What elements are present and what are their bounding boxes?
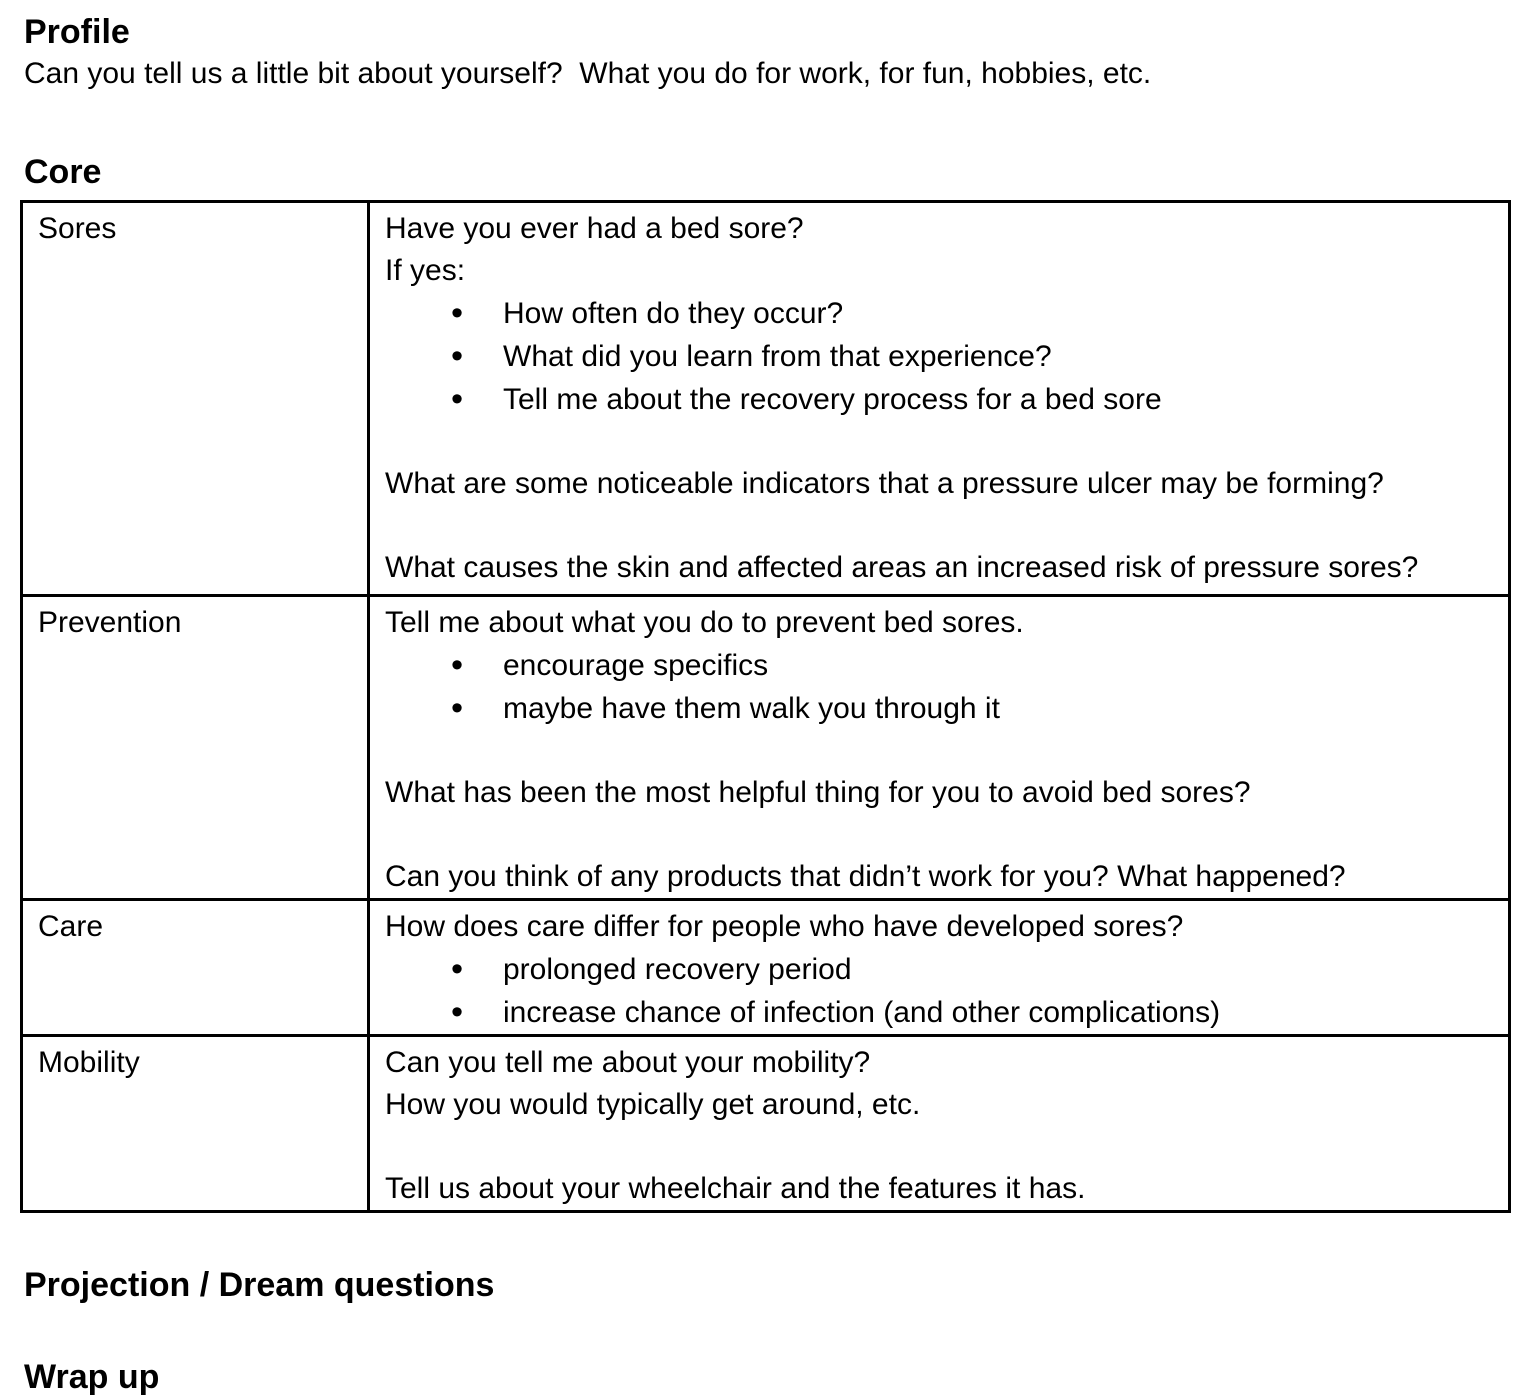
question-text: What are some noticeable indicators that a pressure ulcer may be forming? bbox=[385, 467, 1384, 500]
question-text: Tell me about what you do to prevent bed sores. bbox=[385, 606, 1024, 639]
bullet-item: • maybe have them walk you through it bbox=[503, 687, 1494, 730]
core-table bbox=[20, 200, 1511, 1213]
row-label: Care bbox=[22, 900, 369, 1036]
question-text: Can you tell me about your mobility? bbox=[385, 1046, 871, 1079]
core-table-body bbox=[22, 202, 1510, 1212]
question-text: How does care differ for people who have developed sores? bbox=[385, 910, 1184, 943]
bullet-item: • How often do they occur? bbox=[503, 292, 1494, 335]
row-content bbox=[369, 900, 1510, 1036]
question-text: What has been the most helpful thing for you to avoid bed sores? bbox=[385, 776, 1251, 809]
blank-line bbox=[385, 730, 1494, 772]
table-row bbox=[22, 1036, 1510, 1212]
bullet-item: • increase chance of infection (and other complications) bbox=[503, 991, 1494, 1034]
question-text: Have you ever had a bed sore? bbox=[385, 212, 804, 245]
table-row bbox=[22, 900, 1510, 1036]
row-label: Prevention bbox=[22, 596, 369, 900]
question-text: Can you think of any products that didn’t work for you? What happened? bbox=[385, 860, 1346, 893]
bullet-item: • What did you learn from that experience? bbox=[503, 335, 1494, 378]
row-label: Sores bbox=[22, 202, 369, 596]
bullet-list bbox=[385, 644, 1494, 730]
table-row bbox=[22, 202, 1510, 596]
question-text: How you would typically get around, etc. bbox=[385, 1088, 921, 1121]
projection-heading: Projection / Dream questions bbox=[24, 1266, 495, 1304]
bullet-list bbox=[385, 948, 1494, 1034]
wrapup-heading: Wrap up bbox=[24, 1358, 160, 1396]
profile-heading: Profile bbox=[24, 13, 130, 51]
question-text: If yes: bbox=[385, 254, 466, 287]
bullet-item: • encourage specifics bbox=[503, 644, 1494, 687]
question-text: What causes the skin and affected areas an increased risk of pressure sores? bbox=[385, 551, 1419, 584]
blank-line bbox=[385, 421, 1494, 463]
core-heading: Core bbox=[24, 153, 102, 191]
bullet-item: • Tell me about the recovery process for a bed sore bbox=[503, 378, 1494, 421]
profile-description: Can you tell us a little bit about yourself? What you do for work, for fun, hobbies, etc. bbox=[24, 57, 1152, 90]
row-content bbox=[369, 202, 1510, 596]
blank-line bbox=[385, 814, 1494, 856]
bullet-item: • prolonged recovery period bbox=[503, 948, 1494, 991]
question-text: Tell us about your wheelchair and the features it has. bbox=[385, 1172, 1086, 1205]
row-label: Mobility bbox=[22, 1036, 369, 1212]
blank-line bbox=[385, 1126, 1494, 1168]
table-row bbox=[22, 596, 1510, 900]
row-content bbox=[369, 1036, 1510, 1212]
row-content bbox=[369, 596, 1510, 900]
bullet-list bbox=[385, 292, 1494, 421]
blank-line bbox=[385, 505, 1494, 547]
